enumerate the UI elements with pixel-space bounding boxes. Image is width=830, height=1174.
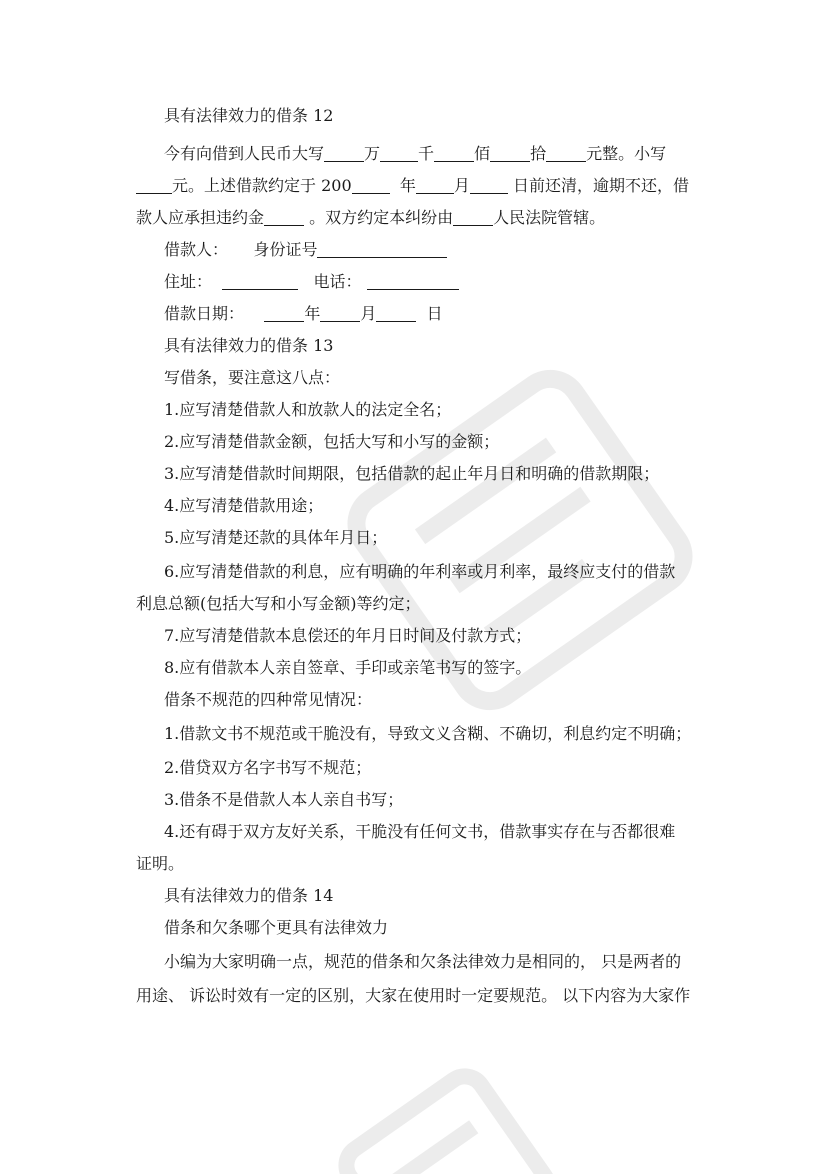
list-item: 1.借款文书不规范或干脆没有，导致文义含糊、不确切，利息约定不明确； — [164, 724, 692, 743]
blank-field — [470, 177, 508, 194]
section-title-13: 具有法律效力的借条 13 — [164, 336, 334, 355]
blank-field — [352, 177, 390, 194]
blank-field — [264, 209, 304, 226]
list-item: 5.应写清楚还款的具体年月日； — [164, 528, 388, 547]
blank-field — [380, 145, 418, 162]
phone-field — [367, 273, 459, 290]
paragraph-line: 小编为大家明确一点，规范的借条和欠条法律效力是相同的， 只是两者的 — [164, 952, 682, 971]
penalty-line: 款人应承担违约金 。双方约定本纠纷由 人民法院管辖。 — [136, 208, 606, 227]
blank-field — [434, 145, 474, 162]
list-item: 8.应有借款本人亲自签章、手印或亲笔书写的签字。 — [164, 658, 532, 677]
id-number-field — [317, 241, 447, 258]
list-item: 6.应写清楚借款的利息，应有明确的年利率或月利率，最终应支付的借款 — [164, 562, 676, 581]
document-watermark-icon — [330, 1060, 570, 1174]
list-item: 1.应写清楚借款人和放款人的法定全名； — [164, 400, 452, 419]
paragraph-line: 用途、 诉讼时效有一定的区别，大家在使用时一定要规范。 以下内容为大家作 — [136, 986, 691, 1005]
address-line: 住址： 电话： — [164, 272, 459, 292]
list-item: 3.借条不是借款人本人亲自书写； — [164, 790, 404, 809]
section-title-12: 具有法律效力的借条 12 — [164, 106, 334, 125]
blank-field — [324, 145, 364, 162]
list-item: 2.借贷双方名字书写不规范； — [164, 758, 372, 777]
loan-date-line: 借款日期： 年 月 日 — [164, 304, 443, 323]
list-item: 7.应写清楚借款本息偿还的年月日时间及付款方式； — [164, 626, 532, 645]
section-title-14: 具有法律效力的借条 14 — [164, 886, 334, 905]
borrower-line: 借款人： 身份证号 — [164, 240, 447, 260]
blank-field — [136, 177, 172, 194]
blank-field — [320, 305, 360, 322]
list-item: 4.应写清楚借款用途； — [164, 496, 324, 515]
blank-field — [453, 209, 493, 226]
blank-field — [264, 305, 304, 322]
due-date-line: 元。上述借款约定于 200 年 月 日前还清，逾期不还，借 — [136, 176, 689, 196]
amount-line: 今有向借到人民币大写 万 千 佰 拾 元整。小写 — [164, 144, 667, 163]
list-item: 2.应写清楚借款金额，包括大写和小写的金额； — [164, 432, 500, 451]
blank-field — [490, 145, 530, 162]
list-item-continuation: 利息总额(包括大写和小写金额)等约定； — [136, 594, 421, 613]
blank-field — [416, 177, 454, 194]
irregular-title: 借条不规范的四种常见情况： — [164, 690, 373, 709]
blank-field — [376, 305, 416, 322]
list-item: 3.应写清楚借款时间期限，包括借款的起止年月日和明确的借款期限； — [164, 464, 660, 483]
list-item: 4.还有碍于双方友好关系，干脆没有任何文书，借款事实存在与否都很难 — [164, 822, 676, 841]
blank-field — [546, 145, 586, 162]
section-intro: 写借条，要注意这八点： — [164, 368, 341, 387]
section-subtitle: 借条和欠条哪个更具有法律效力 — [164, 918, 389, 937]
list-item-continuation: 证明。 — [136, 854, 185, 873]
address-field — [222, 273, 298, 290]
